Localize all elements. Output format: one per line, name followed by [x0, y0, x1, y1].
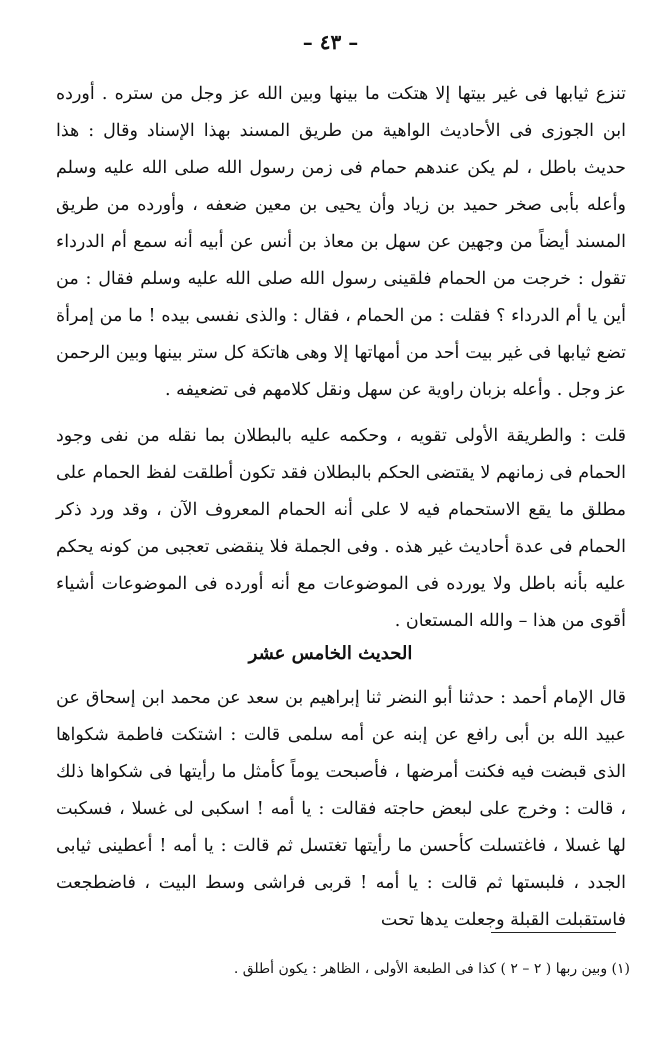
paragraph-1 — [56, 76, 626, 409]
paragraph-3 — [56, 680, 626, 939]
paragraph-text: تنزع ثيابها فى غير بيتها إلا هتكت ما بينها وبين الله عز وجل من ستره . أورده ابن الجوزى فى الأحاديث الواهية من طريق المسند بهذا الإسناد وقال : هذا حديث باطل ، لم يكن عندهم حمام فى زمن رسول الله صلى الله عليه وسلم وأعله بأبى صخر حميد بن زياد وأن يحيى بن معين ضعفه ، وأورده من طريق المسند أيضاً من وجهين عن سهل بن معاذ بن أنس عن أبيه أنه سمع أم الدرداء تقول : خرجت من الحمام فلقينى رسول الله صلى الله عليه وسلم فقال : من أين يا أم الدرداء ؟ فقلت : من الحمام ، فقال : والذى نفسى بيده ! ما من إمرأة تضع ثيابها فى غير بيت أحد من أمهاتها إلا وهى هاتكة كل ستر بينها وبين الرحمن عز وجل . وأعله بزبان راوية عن سهل ونقل كلامهم فى تضعيفه . — [56, 84, 626, 400]
section-heading: الحديث الخامس عشر — [248, 643, 413, 664]
paragraph-text: قال الإمام أحمد : حدثنا أبو النضر ثنا إبراهيم بن سعد عن محمد ابن إسحاق عن عبيد الله بن أبى رافع عن إبنه عن أمه سلمى قالت : اشتكت فاطمة شكواها الذى قبضت فيه فكنت أمرضها ، فأصبحت يوماً كأمثل ما رأيتها فى شكواها ذلك ، قالت : وخرج على لبعض حاجته فقالت : يا أمه ! اسكبى لى غسلا ، فسكبت لها غسلا ، فاغتسلت كأحسن ما رأيتها تغتسل ثم قالت : يا أمه ! أعطينى ثيابى الجدد ، فلبستها ثم قالت : يا أمه ! قربى فراشى وسط البيت ، فاضطجعت فاستقبلت القبلة وجعلت يدها تحت — [56, 688, 626, 930]
footnote-divider — [491, 932, 616, 933]
paragraph-2 — [56, 418, 626, 640]
paragraph-text: قلت : والطريقة الأولى تقويه ، وحكمه عليه بالبطلان بما نقله من نفى وجود الحمام فى زمانهم لا يقتضى الحكم بالبطلان فقد تكون أطلقت لفظ الحمام على مطلق ما يقع الاستحمام فيه لا على أنه الحمام المعروف الآن ، وقد ورد ذكر الحمام فى عدة أحاديث غير هذه . وفى الجملة فلا ينقضى تعجبى من كونه يحكم عليه بأنه باطل ولا يورده فى الموضوعات مع أنه أورده فى الموضوعات أشياء أقوى من هذا – والله المستعان . — [56, 426, 626, 631]
page-number: – ٤٣ – — [302, 30, 359, 54]
footnote: (١) وبين ربها ( ٢ – ٢ ) كذا فى الطبعة الأولى ، الظاهر : يكون أطلق . — [233, 961, 630, 977]
